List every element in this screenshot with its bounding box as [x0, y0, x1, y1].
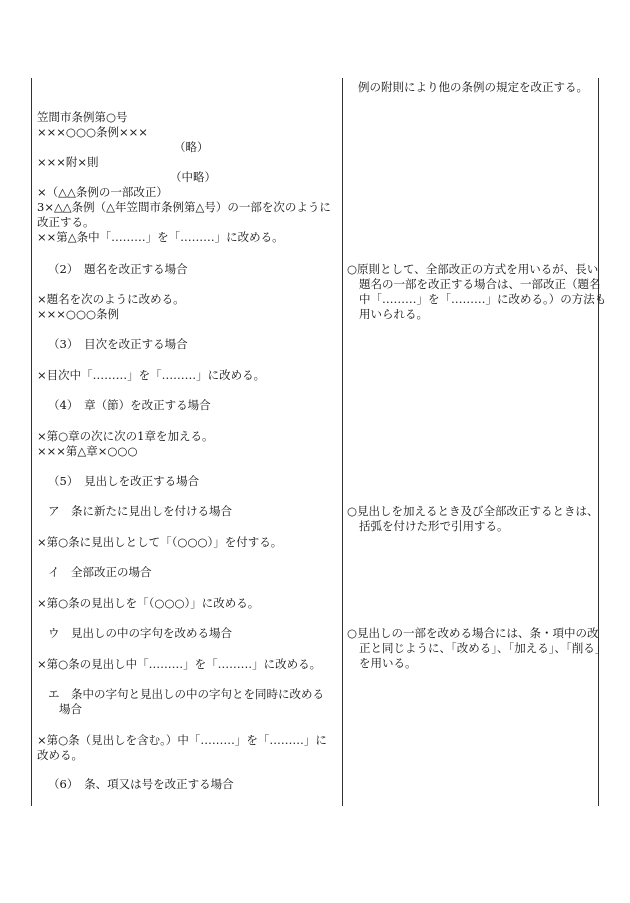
heading-partial-change-text: ×第○条の見出し中「………」を「………」に改める。 — [37, 657, 322, 671]
amendment-text-line1: 3×△△条例（△年笠間市条例第△号）の一部を次のように — [37, 200, 331, 214]
middle-omitted-note: （中略） — [170, 170, 216, 184]
table-left-border — [31, 78, 32, 806]
toc-change-text: ×目次中「………」を「………」に改める。 — [37, 368, 266, 382]
simultaneous-change-text-line1: ×第○条（見出しを含む。）中「………」を「………」に — [37, 733, 327, 747]
ordinance-number: 笠間市条例第○号 — [37, 110, 128, 124]
simultaneous-change-text-line2: 改める。 — [37, 748, 83, 762]
right-note-heading-partial: ○見出しの一部を改める場合には、条・項中の改正と同じように、「改める」、「加える」、「削る」を用いる。 — [347, 626, 607, 670]
chapter-add-text: ×第○章の次に次の1章を加える。 — [37, 429, 214, 443]
amendment-text-line3: ××第△条中「………」を「………」に改める。 — [37, 230, 284, 244]
omitted-note: （略） — [174, 140, 209, 154]
subsection-u-heading: ウ 見出しの中の字句を改める場合 — [48, 626, 232, 640]
subsection-a-heading: ア 条に新たに見出しを付ける場合 — [48, 504, 232, 518]
ordinance-title: ×××○○○条例××× — [37, 125, 148, 139]
section-heading-2: （2） 題名を改正する場合 — [48, 262, 188, 276]
title-change-example: ×××○○○条例 — [37, 307, 120, 321]
chapter-add-example: ×××第△章×○○○ — [37, 444, 138, 458]
section-heading-6: （6） 条、項又は号を改正する場合 — [48, 777, 234, 791]
right-note-heading-add: ○見出しを加えるとき及び全部改正するときは、括弧を付けた形で引用する。 — [347, 504, 599, 533]
table-column-divider — [342, 78, 343, 806]
amendment-text-line2: 改正する。 — [37, 215, 95, 229]
subsection-e-heading-line2: 場合 — [59, 702, 82, 716]
right-note-title-change: ○原則として、全部改正の方式を用いるが、長い題名の一部を改正する場合は、一部改正（題名中「………」を「………」に改める。）の方法も用いられる。 — [347, 262, 607, 321]
title-change-text: ×題名を次のように改める。 — [37, 292, 185, 306]
section-heading-5: （5） 見出しを改正する場合 — [48, 474, 200, 488]
right-note-continuation: 例の附則により他の条例の規定を改正する。 — [358, 80, 588, 94]
section-heading-4: （4） 章（節）を改正する場合 — [48, 398, 211, 412]
article-caption: ×（△△条例の一部改正） — [37, 185, 168, 199]
table-right-border — [598, 78, 599, 806]
section-heading-3: （3） 目次を改正する場合 — [48, 337, 188, 351]
supplementary-provisions: ×××附×則 — [37, 155, 99, 169]
heading-full-change-text: ×第○条の見出しを「（○○○）」に改める。 — [37, 596, 260, 610]
subsection-e-heading-line1: エ 条中の字句と見出しの中の字句とを同時に改める — [48, 687, 324, 701]
heading-add-text: ×第○条に見出しとして「（○○○）」を付する。 — [37, 535, 283, 549]
subsection-i-heading: イ 全部改正の場合 — [48, 565, 152, 579]
